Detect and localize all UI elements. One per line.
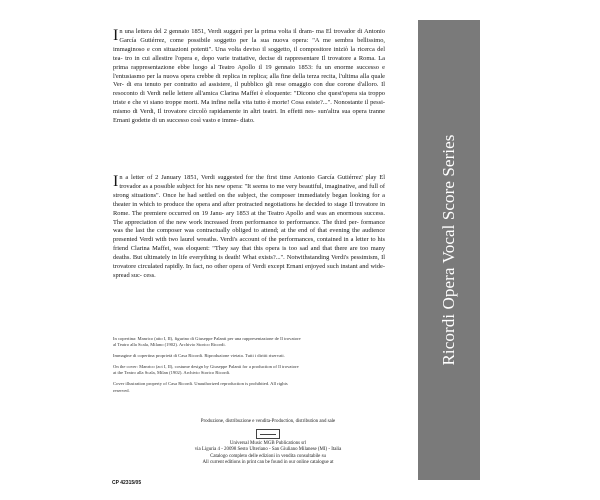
- english-line: n a letter of 2 January 1851, Verdi suggested for the first time Antonio: [119, 174, 318, 181]
- caption-cover-it: In copertina: Manrico (atto I, II), figurino di Giuseppe Palanti per una rappresentazione de Il trovatore al Teatro alla Scala, Milano (1902). Archivio Storico Ricordi.: [113, 336, 301, 348]
- english-line: for a theater in which to produce the opera and after protracted negotiations: [113, 191, 385, 208]
- italian-line: mismo di Verdi, Il trovatore circolò rapidamente in altri teatri. In effetti nes-: [113, 108, 319, 116]
- publisher-logo: [256, 429, 280, 439]
- italian-line: eloquente: "Dicono che quest'opera sia troppo triste e che vi siano troppe: [113, 90, 385, 107]
- english-line: Notwithstanding Verdi's pessimism, Il trovatore circulated rapidly. In fact, no: [113, 254, 385, 271]
- italian-line: sun'altra sua opera tranne Ernani godette di un successo così vasto e imme-: [113, 108, 385, 125]
- english-line: too many deaths. But ultimately in life everything is death! What exists?...".: [113, 245, 386, 262]
- series-spine: [418, 20, 480, 480]
- italian-line: tro in cui allestire l'opera e, dopo varie trattative, decise di rappresentare Il: [125, 54, 329, 62]
- publisher-credits: [118, 419, 418, 467]
- caption-cover-en: On the cover: Manrico (act I, II), costume design by Giuseppe Palanti for a production of Il trovatore at the Teatro alla Scala, Milan (1902). Archivio Storico Ricordi.: [113, 364, 299, 376]
- english-line: formance was the last the composer was contractually obliged to attend; at: [113, 218, 385, 235]
- italian-line: di era tenuto per contratto ad assistere, il pubblico gli rese omaggio con due: [126, 81, 338, 89]
- caption-rights-en: Cover illustration property of Casa Ricordi. Unauthorized reproduction is prohibited. All rights reserved.: [113, 381, 288, 393]
- catalog-code: CP 42315/05: [112, 480, 142, 486]
- english-line: he decided to stage Il trovatore in Rome. The premiere occurred on 19 Janu-: [113, 200, 385, 217]
- credits-catalogue-en: All current editions in print can be found in our online catalogue at: [202, 460, 334, 465]
- italian-line: morti. Ma infine nella vita tutto è morte! Cosa esiste?...". Nonostante il pessi-: [183, 99, 386, 107]
- credits-address: via Liguria 4 - 20098 Sesto Ulteriano - San Giuliano Milanese (MI) - Italia: [194, 447, 342, 452]
- english-line: the end of that evening the audience presented Verdi with two laurel wreaths.: [113, 227, 385, 244]
- italian-line: crebbe di replica in replica; alla fine della terza recita, l'ultima alla quale Ver-: [113, 72, 385, 89]
- english-line: García Gutiérrez' play El trovador as a possible subject for his new opera:: [119, 174, 385, 190]
- english-line: of the new work increased from performance to performance. The third per-: [158, 218, 361, 226]
- credits-production: Produzione, distribuzione e vendita-Production, distribution and sale: [200, 419, 336, 424]
- series-title: Ricordi Opera Vocal Score Series: [439, 134, 458, 366]
- english-dropcap: I: [113, 173, 119, 190]
- english-line: Maffei, was eloquent: "They say that this opera is too sad and that there are: [152, 245, 361, 253]
- english-line: "It seems to me very beautiful, imaginative, and full of strong situations".: [113, 182, 385, 199]
- cover-captions: [113, 336, 303, 399]
- caption-rights-it: Immagine di copertina proprietà di Casa Ricordi. Riproduzione vietata. Tutti i diritti riservati.: [113, 353, 285, 359]
- english-line: Verdi's account of the performances, contained in a letter to his friend Clarina: [113, 236, 385, 253]
- english-line: other opera of Verdi except Ernani enjoyed such instant and wide-spread suc-: [113, 263, 385, 279]
- english-paragraph: [113, 174, 385, 281]
- italian-line: potenti". Una volta deviso il soggetto, il compositore iniziò la ricerca del tea-: [113, 45, 385, 62]
- english-line: ary 1853 at the Teatro Apollo and was an enormous success. The appreciation: [113, 209, 385, 226]
- italian-line: n una lettera del 2 gennaio 1851, Verdi suggerì per la prima volta il dram-: [119, 28, 317, 35]
- italian-line: trovatore a Roma. La prima rappresentazione ebbe luogo al Teatro Apollo il: [113, 54, 385, 71]
- italian-dropcap: I: [113, 27, 119, 44]
- italian-line: diato.: [240, 117, 255, 125]
- italian-line: sua nuova opera: "A me sembra bellissimo, immaginoso e con situazioni: [113, 36, 385, 53]
- italian-line: ma El trovador di Antonio García Gutiérrez, come possibile soggetto per la: [119, 28, 385, 44]
- english-line: Once he had settled on the subject, the composer immediately began looking: [162, 191, 373, 199]
- english-line: cess.: [143, 271, 156, 279]
- italian-line: corone d'alloro. Il resoconto di Verdi nelle lettere all'amica Clarina Maffei è: [113, 81, 385, 98]
- italian-line: 19 gennaio 1853: fu un enorme successo e l'entusiasmo per la nuova opera: [113, 63, 386, 80]
- credits-publisher: Universal Music MGB Publications srl: [229, 440, 307, 446]
- credits-catalogue-it: Catalogo completo delle edizioni in vendita consultabile su: [210, 453, 326, 459]
- italian-paragraph: [113, 28, 385, 126]
